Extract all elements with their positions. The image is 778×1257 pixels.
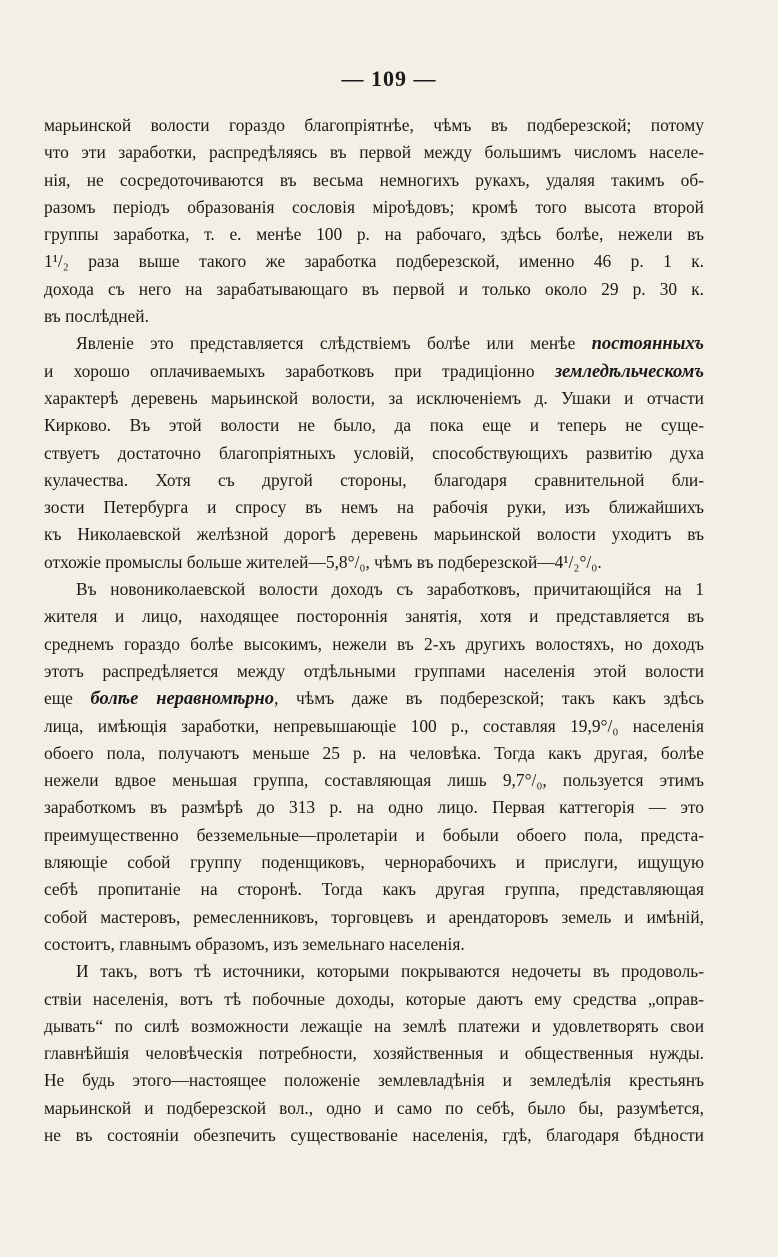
text-line: Кирково. Въ этой волости не было, да пока еще и теперь не суще- xyxy=(44,415,704,436)
text-line xyxy=(44,330,704,357)
text-line: дохода съ него на зарабатывающаго въ первой и только около 29 р. 30 к. xyxy=(44,278,704,299)
text-line xyxy=(44,358,704,385)
text-line: И такъ, вотъ тѣ источники, которыми покрываются недочеты въ продоволь- xyxy=(76,961,704,982)
text-line: что эти заработки, распредѣляясь въ первой между большимъ числомъ населе- xyxy=(44,142,704,163)
emphasis-text: постоянныхъ xyxy=(591,334,704,355)
text-line: вляющіе собой группу поденщиковъ, чернорабочихъ и прислуги, ищущую xyxy=(44,852,704,873)
text-line: марьинской и подберезской вол., одно и само по себѣ, было бы, разумѣется, xyxy=(44,1097,704,1118)
text-line: марьинской волости гораздо благопріятнѣе, чѣмъ въ подберезской; потому xyxy=(44,115,704,135)
text-line: нія, не сосредоточиваются въ весьма немногихъ рукахъ, удаляя такимъ об- xyxy=(44,169,704,190)
text-line: Въ новониколаевской волости доходъ съ заработковъ, причитающійся на 1 xyxy=(76,579,704,600)
text-line: 1¹/₂ раза выше такого же заработка подберезской, именно 46 р. 1 к. xyxy=(44,251,704,272)
text-line: дывать“ по силѣ возможности лежащіе на землѣ платежи и удовлетворять свои xyxy=(44,1015,704,1036)
text-line: зости Петербурга и спросу въ немъ на рабочія руки, изъ ближайшихъ xyxy=(44,497,704,518)
page-number: — 109 — xyxy=(341,66,437,91)
text-line: разомъ періодъ образованія сословія міроѣдовъ; кромѣ того высота второй xyxy=(44,196,704,217)
text-line: ствуетъ достаточно благопріятныхъ условій, способствующихъ развитію духа xyxy=(44,442,704,463)
text-line: лица, имѣющія заработки, непревышающіе 100 р., составляя 19,9°/₀ населенія xyxy=(44,715,704,736)
text-line: кулачества. Хотя съ другой стороны, благодаря сравнительной бли- xyxy=(44,469,704,490)
emphasis-text: болѣе неравномѣрно xyxy=(90,689,275,710)
text-line: заработкомъ въ размѣрѣ до 313 р. на одно лицо. Первая каттегорія — это xyxy=(44,797,704,818)
text-line: нежели вдвое меньшая группа, составляющая лишь 9,7°/₀, пользуется этимъ xyxy=(44,770,704,791)
text-line: преимущественно безземельные—пролетаріи и бобыли обоего пола, предста- xyxy=(44,824,704,845)
text-run: еще xyxy=(44,688,91,709)
text-line: группы заработка, т. е. менѣе 100 р. на рабочаго, здѣсь болѣе, нежели въ xyxy=(44,224,704,245)
text-line: главнѣйшія человѣческія потребности, хозяйственныя и общественныя нужды. xyxy=(44,1043,704,1064)
text-line: ствіи населенія, вотъ тѣ побочные доходы, которые даютъ ему средства „оправ- xyxy=(44,988,704,1009)
text-line xyxy=(44,685,704,712)
emphasis-text: земледѣльческомъ xyxy=(554,361,704,382)
body-text xyxy=(44,112,704,1149)
text-run: и хорошо оплачиваемыхъ заработковъ при традиціонно xyxy=(44,360,555,381)
text-line: обоего пола, получаютъ меньше 25 р. на человѣка. Тогда какъ другая, болѣе xyxy=(44,742,704,763)
text-line: этотъ распредѣляется между отдѣльными группами населенія этой волости xyxy=(44,660,704,681)
text-line: отхожіе промыслы больше жителей—5,8°/₀, чѣмъ въ подберезской—4¹/₂°/₀. xyxy=(44,551,602,572)
text-run: Явленіе это представляется слѣдствіемъ болѣе или менѣе xyxy=(76,333,592,354)
text-line: къ Николаевской желѣзной дорогѣ деревень марьинской волости уходитъ въ xyxy=(44,524,704,545)
text-line: характерѣ деревень марьинской волости, за исключеніемъ д. Ушаки и отчасти xyxy=(44,387,704,408)
text-line: собой мастеровъ, ремесленниковъ, торговцевъ и арендаторовъ земель и имѣній, xyxy=(44,906,704,927)
text-line: въ послѣдней. xyxy=(44,306,149,327)
text-line: Не будь этого—настоящее положеніе землевладѣнія и земледѣлія крестьянъ xyxy=(44,1070,704,1091)
text-line: себѣ пропитаніе на сторонѣ. Тогда какъ другая группа, представляющая xyxy=(44,879,704,900)
text-line: не въ состояніи обезпечить существованіе населенія, гдѣ, благодаря бѣдности xyxy=(44,1124,704,1145)
text-line: состоитъ, главнымъ образомъ, изъ земельнаго населенія. xyxy=(44,933,465,954)
text-line: жителя и лицо, находящее постороннія занятія, хотя и представляется въ xyxy=(44,606,704,627)
text-line: среднемъ гораздо болѣе высокимъ, нежели въ 2-хъ другихъ волостяхъ, но доходъ xyxy=(44,633,704,654)
text-run: , чѣмъ даже въ подберезской; такъ какъ здѣсь xyxy=(274,688,704,709)
